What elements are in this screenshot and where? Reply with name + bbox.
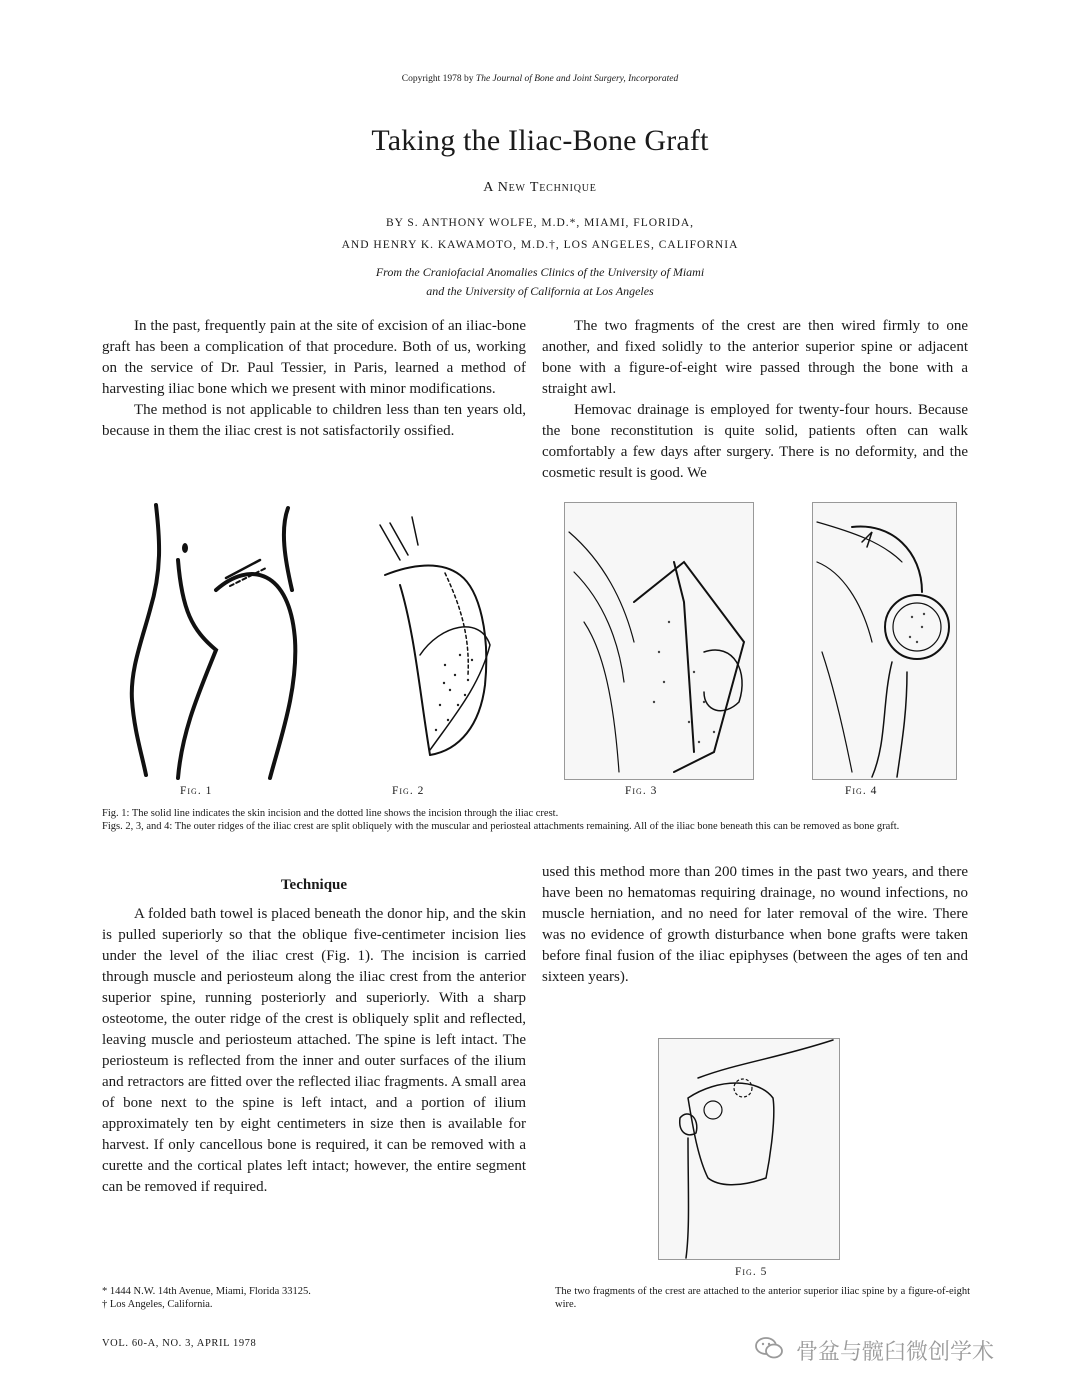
copyright-prefix: Copyright 1978 by	[401, 74, 474, 84]
article-title: Taking the Iliac-Bone Graft	[371, 124, 709, 157]
caption-figure-5: The two fragments of the crest are attached to the anterior superior iliac spine by a figure-of-eight wire.	[555, 1286, 970, 1310]
affiliation-line-1: From the Craniofacial Anomalies Clinics of the University of Miami	[375, 265, 705, 279]
figure-3-illustration	[564, 502, 754, 780]
intro-paragraph-1: In the past, frequently pain at the site of excision of an iliac-bone graft has been a complication of that procedure. Both of us, working on the service of Dr. Paul Tessier, in Paris, learned a method of harvesting iliac bone which we present with minor modifications.	[102, 318, 526, 397]
watermark-text: 骨盆与髋臼微创学术	[796, 1340, 995, 1365]
continued-paragraph: used this method more than 200 times in the past two years, and there have been no hematomas requiring drainage, no wound infections, no muscle herniation, and no need for later removal of the wire. There was no evidence of growth disturbance when bone grafts were taken before final fusion of the iliac epiphyses (between the ages of ten and sixteen years).	[542, 864, 968, 985]
author-line-1: BY S. ANTHONY WOLFE, M.D.*, MIAMI, FLORIDA,	[385, 217, 695, 229]
figure-2-label: Fig. 2	[392, 785, 425, 797]
figures-caption	[102, 808, 970, 833]
figure-1-label: Fig. 1	[180, 785, 213, 797]
affiliation-line-2: and the University of California at Los Angeles	[426, 284, 654, 298]
affiliation-block	[0, 263, 1080, 301]
caption-figure-1: Fig. 1: The solid line indicates the skin incision and the dotted line shows the incision through the iliac crest.	[102, 808, 559, 819]
intro-column	[102, 316, 526, 442]
copyright-journal: The Journal of Bone and Joint Surgery, Incorporated	[475, 74, 679, 84]
right-paragraph-2: Hemovac drainage is employed for twenty-four hours. Because the bone reconstitution is quite solid, patients often can walk comfortably a few days after surgery. There is no deformity, and the cosmetic result is good. We	[542, 402, 968, 481]
footnote-1: * 1444 N.W. 14th Avenue, Miami, Florida 33125.	[102, 1286, 311, 1297]
figure-4-illustration	[812, 502, 957, 780]
footnotes	[102, 1285, 522, 1311]
figure-5-label: Fig. 5	[735, 1266, 768, 1278]
author-line-2: AND HENRY K. KAWAMOTO, M.D.†, LOS ANGELES, CALIFORNIA	[341, 239, 739, 251]
author-block	[0, 212, 1080, 256]
copyright-line	[0, 74, 1080, 84]
footnote-2: † Los Angeles, California.	[102, 1299, 213, 1310]
right-column-bottom	[542, 862, 968, 988]
figure-1-illustration	[120, 500, 320, 780]
right-column-top	[542, 316, 968, 484]
right-paragraph-1: The two fragments of the crest are then wired firmly to one another, and fixed solidly to the anterior superior spine or adjacent bone with a figure-of-eight wire passed through the bone with a straight awl.	[542, 318, 968, 397]
technique-heading: Technique	[280, 877, 348, 893]
caption-figures-2-4: Figs. 2, 3, and 4: The outer ridges of the iliac crest are split obliquely with the muscular and periosteal attachments remaining. All of the iliac bone beneath this can be removed as bone graft.	[102, 820, 900, 832]
article-subtitle: A New Technique	[483, 180, 597, 195]
wechat-icon	[755, 1336, 783, 1366]
figure-2-illustration	[360, 515, 510, 765]
technique-paragraph: A folded bath towel is placed beneath the donor hip, and the skin is pulled superiorly so that the oblique five-centimeter incision lies under the level of the iliac crest (Fig. 1). The incision is carried through muscle and periosteum along the iliac crest from the anterior superior spine, running posteriorly and superiorly. With a sharp osteotome, the outer ridge of the crest is obliquely split and reflected, leaving muscle and periosteum attached. The spine is left intact. The periosteum is reflected from the inner and outer surfaces of the ilium and retractors are fitted over the reflected iliac fragments. A small area of bone next to the spine is left intact, and a portion of ilium approximately ten by eight centimeters in size then is available for harvest. If only cancellous bone is required, it can be removed with a curette and the cortical plates left intact; however, the entire segment can be removed if required.	[102, 906, 526, 1195]
volume-footer: VOL. 60-A, NO. 3, APRIL 1978	[102, 1338, 257, 1349]
intro-paragraph-2: The method is not applicable to children less than ten years old, because in them the iliac crest is not satisfactorily ossified.	[102, 402, 526, 439]
figure-5-illustration	[658, 1038, 840, 1260]
figure-3-label: Fig. 3	[625, 785, 658, 797]
technique-column	[102, 875, 526, 1198]
watermark	[755, 1335, 994, 1366]
figure-4-label: Fig. 4	[845, 785, 878, 797]
